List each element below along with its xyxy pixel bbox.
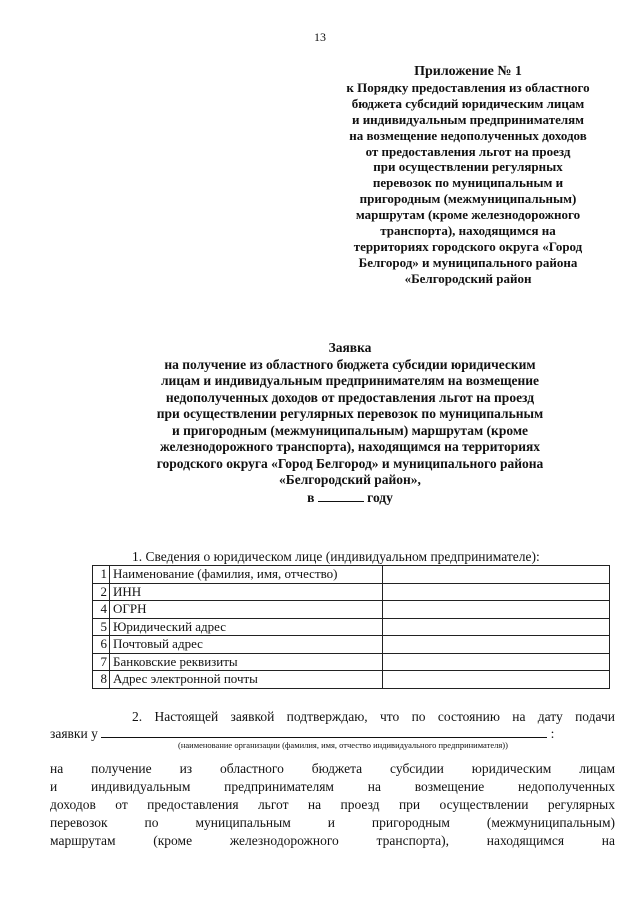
request-block — [120, 340, 580, 506]
row-number: 7 — [93, 653, 110, 671]
body-paragraph — [50, 760, 615, 850]
request-line: железнодорожного транспорта), находящимся на территориях — [159, 439, 541, 454]
row-label: Почтовый адрес — [110, 636, 383, 654]
request-line: лицам и индивидуальным предпринимателям на возмещение — [160, 373, 540, 388]
section1-heading: 1. Сведения о юридическом лице (индивидуальном предпринимателе): — [132, 549, 540, 564]
year-blank-field[interactable] — [318, 489, 364, 502]
appendix-line: транспорта), находящимся на — [380, 223, 556, 239]
row-number: 2 — [93, 583, 110, 601]
appendix-line: Белгород» и муниципального района — [358, 254, 578, 270]
request-line: недополученных доходов от предоставления льгот на проезд — [165, 389, 535, 405]
request-line: на получение из областного бюджета субсидии юридическим — [164, 356, 536, 372]
appendix-title: Приложение № 1 — [414, 64, 522, 79]
row-label: Адрес электронной почты — [110, 671, 383, 689]
row-value-cell[interactable] — [383, 583, 610, 601]
appendix-line: на возмещение недополученных доходов — [349, 127, 587, 143]
row-label: Юридический адрес — [110, 618, 383, 636]
appendix-line: перевозок по муниципальным и — [372, 175, 564, 191]
row-number: 8 — [93, 671, 110, 689]
table-row — [93, 636, 610, 654]
applicant-name-field[interactable] — [101, 725, 547, 738]
request-line: при осуществлении регулярных перевозок по муниципальным — [156, 406, 544, 421]
row-value-cell[interactable] — [383, 636, 610, 654]
table-row — [93, 671, 610, 689]
appendix-line: территориях городского округа «Город — [353, 238, 583, 254]
appendix-line: маршрутам (кроме железнодорожного — [355, 207, 581, 223]
body-line: и индивидуальным предпринимателям на возмещение недополученных — [50, 779, 615, 794]
row-label: ИНН — [110, 583, 383, 601]
appendix-line: к Порядку предоставления из областного — [346, 79, 590, 95]
appendix-line: от предоставления льгот на проезд — [365, 143, 571, 159]
row-value-cell[interactable] — [383, 618, 610, 636]
row-value-cell[interactable] — [383, 601, 610, 619]
appendix-line: бюджета субсидий юридическим лицам — [351, 95, 585, 111]
appendix-block — [318, 64, 618, 287]
year-prefix: в — [307, 489, 315, 505]
applicant-field-caption: (наименование организации (фамилия, имя, отчество индивидуального предпринимателя)) — [178, 740, 508, 750]
row-value-cell[interactable] — [383, 671, 610, 689]
body-line: перевозок по муниципальным и пригородным (межмуниципальным) — [50, 815, 615, 830]
appendix-line: пригородным (межмуниципальным) — [359, 191, 577, 207]
request-line: городского округа «Город Белгород» и муниципального района — [156, 455, 544, 471]
legal-entity-table — [92, 565, 610, 689]
appendix-line: при осуществлении регулярных — [373, 159, 563, 175]
table-row — [93, 583, 610, 601]
row-number: 1 — [93, 566, 110, 584]
appendix-line: «Белгородский район — [404, 270, 532, 286]
row-number: 6 — [93, 636, 110, 654]
row-value-cell[interactable] — [383, 566, 610, 584]
appendix-line: и индивидуальным предпринимателям — [351, 111, 585, 127]
table-row — [93, 566, 610, 584]
table-row — [93, 653, 610, 671]
section2-line1: 2. Настоящей заявкой подтверждаю, что по состоянию на дату подачи — [132, 709, 615, 724]
body-line: на получение из областного бюджета субсидии юридическим лицам — [50, 761, 615, 776]
body-line: маршрутам (кроме железнодорожного транспорта), находящимся на — [50, 833, 615, 848]
request-line: и пригородным (межмуниципальным) маршрутам (кроме — [171, 422, 529, 438]
table-row — [93, 601, 610, 619]
body-line: доходов от предоставления льгот на проезд при осуществлении регулярных — [50, 797, 615, 812]
table-row — [93, 618, 610, 636]
row-number: 4 — [93, 601, 110, 619]
row-value-cell[interactable] — [383, 653, 610, 671]
row-number: 5 — [93, 618, 110, 636]
applicant-prefix: заявки у — [50, 726, 98, 741]
applicant-suffix: : — [550, 726, 555, 741]
row-label: Банковские реквизиты — [110, 653, 383, 671]
request-title: Заявка — [328, 340, 372, 355]
year-suffix: году — [367, 489, 393, 505]
page-number: 13 — [314, 30, 326, 44]
section2 — [50, 708, 615, 742]
row-label: Наименование (фамилия, имя, отчество) — [110, 566, 383, 584]
row-label: ОГРН — [110, 601, 383, 619]
request-year-line — [120, 489, 580, 507]
request-line: «Белгородский район», — [279, 472, 421, 487]
